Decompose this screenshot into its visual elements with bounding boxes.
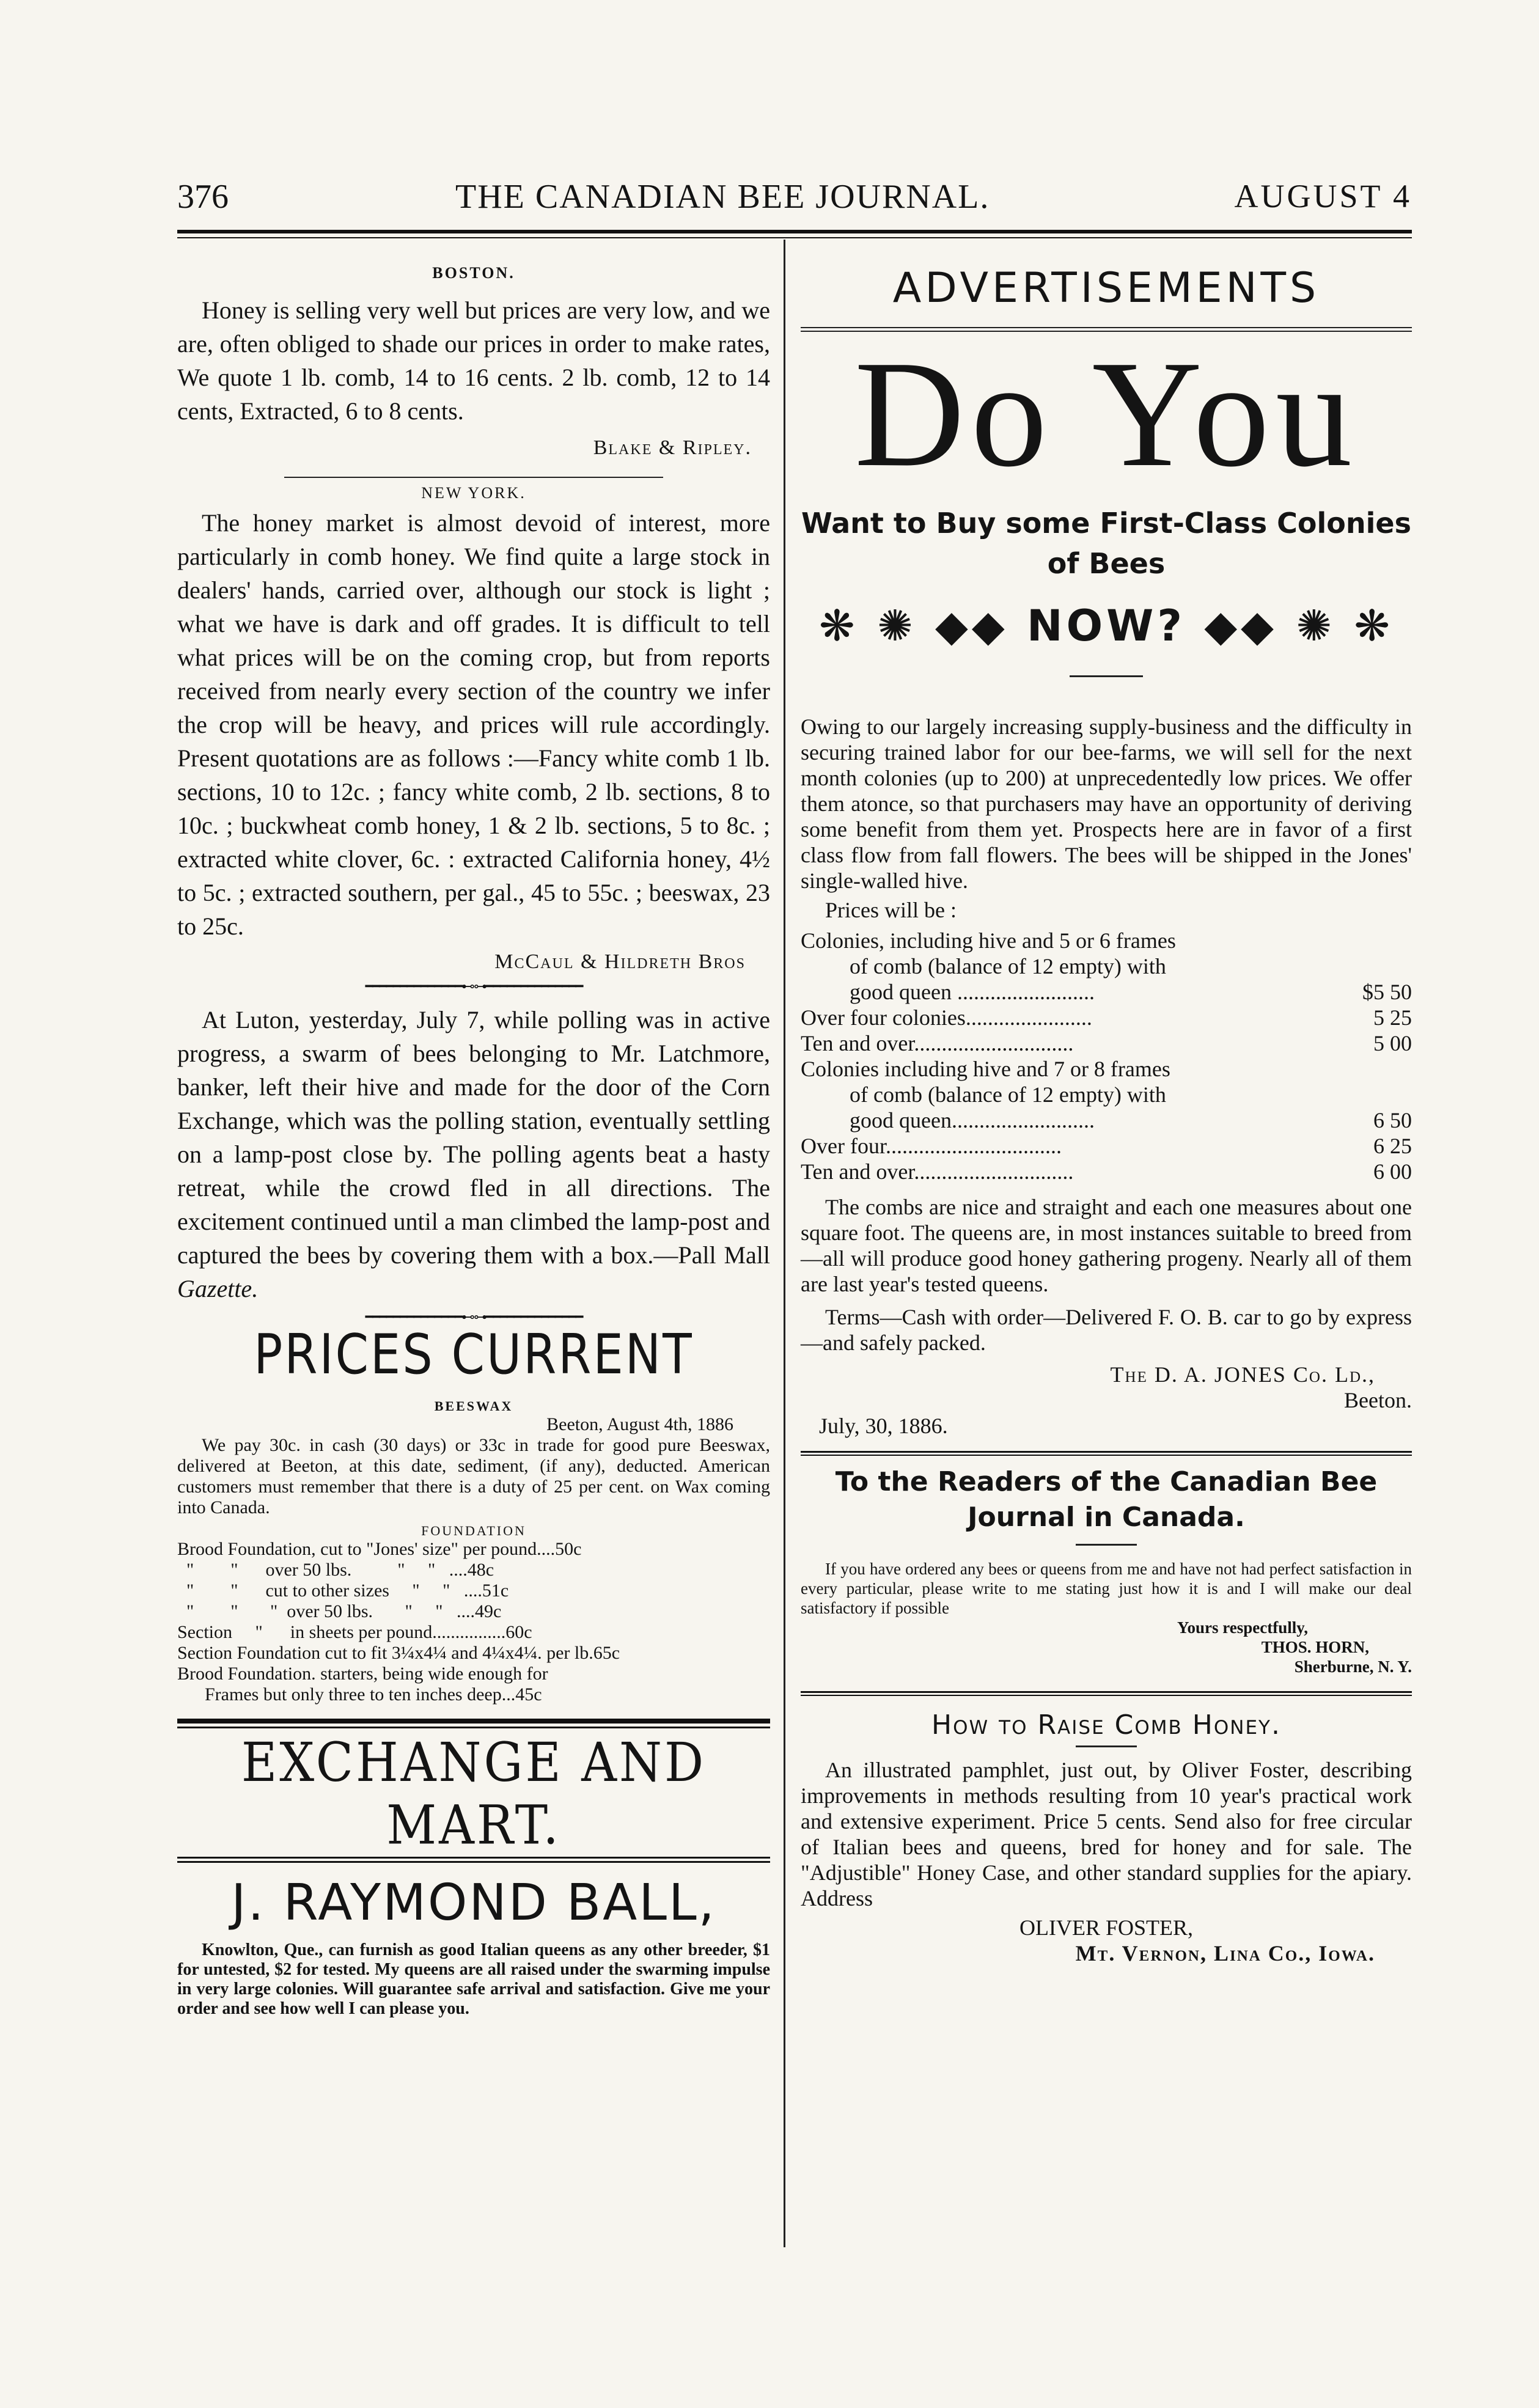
boston-signature: Blake & Ripley. xyxy=(593,436,752,459)
readers-text: If you have ordered any bees or queens from me and have not had perfect satisfaction in every particular, please write to me stating just how it is and I will make our deal satisfactory if possible xyxy=(801,1560,1412,1617)
ornament-rule: ━━━━━━━━━━━━━━⊷⊶━━━━━━━━━━━━━━ xyxy=(365,978,582,994)
exchange-and-mart-heading: EXCHANGE AND MART. xyxy=(241,1731,707,1857)
beeswax-heading: BEESWAX xyxy=(434,1398,513,1414)
foster-place: Mt. Vernon, Lina Co., Iowa. xyxy=(1075,1941,1375,1966)
now-banner xyxy=(801,601,1412,651)
luton-story xyxy=(177,1003,770,1305)
raymond-ball-heading: J. RAYMOND BALL, xyxy=(231,1874,716,1932)
price-list-row: Over four................................ 6 25 xyxy=(801,1134,1412,1158)
comb-honey-text: An illustrated pamphlet, just out, by Oliver Foster, describing improvements in methods resulting from 10 year's practical work and extensive experiment. Price 5 cents. Send also for free circular of Italian bees and queens, bred for honey and for sale. The "Adjustible" Honey Case, and other standard supplies for the apiary. Address xyxy=(801,1758,1412,1911)
price-list-row: Ten and over............................. 5 00 xyxy=(801,1031,1412,1055)
raymond-ball-ad: Knowlton, Que., can furnish as good Italian queens as any other breeder, $1 for untested, $2 for tested. My queens are all raised under the swarming impulse in very large colonies. Will guarantee safe arrival and satisfaction. Give me your order and see how well I can please you. xyxy=(177,1940,770,2018)
short-rule xyxy=(1076,1745,1137,1747)
comb-honey-rule xyxy=(801,1691,1412,1696)
price-list-row: Colonies, including hive and 5 or 6 frames xyxy=(801,928,1176,953)
prices-current-heading: PRICES CURRENT xyxy=(254,1323,694,1387)
page-number: 376 xyxy=(177,178,229,216)
boston-heading: BOSTON. xyxy=(432,264,515,282)
price-row: Section Foundation cut to fit 3¼x4¼ and 4¼x4¼. per lb.65c xyxy=(177,1643,620,1663)
terms-text: Terms—Cash with order—Delivered F. O. B. car to go by express—and safely packed. xyxy=(801,1305,1412,1355)
horn-place: Sherburne, N. Y. xyxy=(1294,1657,1412,1676)
price-row: Frames but only three to ten inches deep...45c xyxy=(177,1684,542,1705)
price-list-row: Colonies including hive and 7 or 8 frames xyxy=(801,1057,1170,1081)
readers-rule xyxy=(801,1451,1412,1456)
right-column xyxy=(801,240,1412,2256)
issue-date: AUGUST 4 xyxy=(1234,178,1412,215)
jones-date: July, 30, 1886. xyxy=(819,1414,948,1438)
journal-title: THE CANADIAN BEE JOURNAL. xyxy=(455,178,990,216)
combs-description: The combs are nice and straight and each one measures about one square foot. The queens are, in most instances suitable to breed from—all will produce good honey gathering progeny. Nearly all of them are last year's tested queens. xyxy=(801,1195,1412,1296)
new-york-report: The honey market is almost devoid of interest, more particularly in comb honey. We find quite a large stock in dealers' hands, carried over, although our stock is light ; what we have is dark and off grades. It is difficult to tell what prices will be on the coming crop, but from reports received from nearly every section of the country we infer the crop will be heavy, and prices will rule accordingly. Present quotations are as follows :—Fancy white comb 1 lb. sections, 10 to 12c. ; fancy white comb, 2 lb. sections, 8 to 10c. ; buckwheat comb honey, 1 & 2 lb. sections, 5 to 8c. ; extracted white clover, 6c. : extracted California honey, 4½ to 5c. ; extracted southern, per gal., 45 to 55c. ; beeswax, 23 to 25c. xyxy=(177,509,770,940)
price-row: " " " over 50 lbs. " " ....49c xyxy=(177,1601,502,1621)
price-list-row: of comb (balance of 12 empty) with xyxy=(850,954,1166,978)
foundation-heading: FOUNDATION xyxy=(421,1523,526,1538)
short-rule xyxy=(1076,1544,1137,1546)
horn-closing: Yours respectfully, xyxy=(1177,1618,1308,1637)
left-column xyxy=(177,240,770,2256)
want-to-buy-heading: Want to Buy some First-Class Colonies of Bees xyxy=(801,507,1411,580)
jones-place: Beeton. xyxy=(1344,1388,1412,1412)
readers-heading: To the Readers of the Canadian Bee Journal in Canada. xyxy=(835,1466,1378,1533)
new-york-signature: McCaul & Hildreth Bros xyxy=(494,950,746,973)
advertisements-heading: ADVERTISEMENTS xyxy=(892,264,1320,312)
price-row: Brood Foundation. starters, being wide enough for xyxy=(177,1664,548,1684)
price-list-row: good queen.......................... 6 50 xyxy=(850,1108,1412,1132)
ornament-rule-2: ━━━━━━━━━━━━━━⊷⊶━━━━━━━━━━━━━━ xyxy=(365,1309,582,1324)
luton-source: Gazette. xyxy=(177,1275,259,1302)
luton-text: At Luton, yesterday, July 7, while polling was in active progress, a swarm of bees belonging to Mr. Latchmore, banker, left their hive and made for the door of the Corn Exchange, which was the polling station, eventually settling on a lamp-post close by. The polling agents beat a hasty retreat, while the crowd fled in all directions. The excitement continued until a man climbed the lamp-post and captured the bees by covering them with a box.—Pall Mall xyxy=(177,1006,770,1269)
prices-will-be: Prices will be : xyxy=(825,898,957,922)
boston-report: Honey is selling very well but prices are very low, and we are, often obliged to shade our prices in order to make rates, We quote 1 lb. comb, 14 to 16 cents. 2 lb. comb, 12 to 14 cents, Extracted, 6 to 8 cents. xyxy=(177,296,770,425)
ornament-icon: ◆◆ ✺ ❋ xyxy=(1204,601,1394,651)
price-list-row: Over four colonies....................... 5 25 xyxy=(801,1005,1412,1030)
foster-name: OLIVER FOSTER, xyxy=(1019,1915,1193,1940)
price-list-row: good queen ......................... $5 50 xyxy=(850,980,1412,1004)
horn-name: THOS. HORN, xyxy=(1261,1638,1369,1656)
column-divider xyxy=(784,240,785,2247)
price-row: " " over 50 lbs. " " ....48c xyxy=(177,1560,494,1580)
price-row: Brood Foundation, cut to "Jones' size" per pound....50c xyxy=(177,1539,582,1559)
beeswax-dateline: Beeton, August 4th, 1886 xyxy=(546,1414,733,1434)
exchange-rule-top xyxy=(177,1719,770,1728)
now-text: NOW? xyxy=(1027,601,1186,651)
price-row: Section " in sheets per pound................60c xyxy=(177,1622,532,1642)
exchange-rule-bottom xyxy=(177,1857,770,1863)
new-york-heading: NEW YORK. xyxy=(421,484,526,502)
jones-signature: The D. A. JONES Co. Ld., xyxy=(1110,1362,1375,1387)
price-row: " " cut to other sizes " " ....51c xyxy=(177,1580,509,1601)
ornament-icon: ❋ ✺ ◆◆ xyxy=(818,601,1008,651)
comb-honey-heading: How to Raise Comb Honey. xyxy=(931,1709,1281,1741)
short-rule xyxy=(1070,675,1143,677)
colonies-offer-text: Owing to our largely increasing supply-business and the difficulty in securing trained labor for our bee-farms, we will sell for the next month colonies (up to 200) at unprecedentedly low prices. We offer them atonce, so that purchasers may have an opportunity of deriving some benefit from them yet. Prospects here are in favor of a first class flow from fall flowers. The bees will be shipped in the Jones' single-walled hive. xyxy=(801,714,1412,893)
section-rule xyxy=(284,477,663,478)
price-list-row: of comb (balance of 12 empty) with xyxy=(850,1082,1166,1107)
colony-price-list xyxy=(801,928,1412,1184)
price-list-row: Ten and over............................. 6 00 xyxy=(801,1159,1412,1184)
do-you-headline: Do You xyxy=(854,329,1359,499)
foundation-price-list xyxy=(177,1539,770,1705)
page-header xyxy=(177,177,1412,226)
beeswax-text: We pay 30c. in cash (30 days) or 33c in trade for good pure Beeswax, delivered at Beeton, at this date, sediment, (if any), deducted. American customers must remember that there is a duty of 25 per cent. on Wax coming into Canada. xyxy=(177,1435,770,1518)
header-rule xyxy=(177,230,1412,238)
